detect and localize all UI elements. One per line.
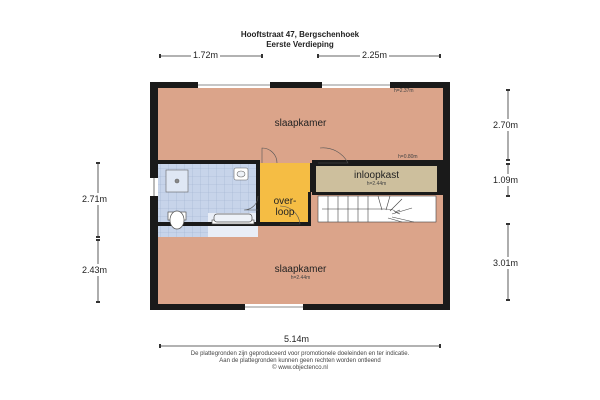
- dim-right-middle: 1.09m: [493, 175, 519, 185]
- room-top-bedroom-height-b: h=0.80m: [398, 154, 418, 160]
- footer-disclaimer-line2: Aan de plattegronden kunnen geen rechten worden ontleend: [219, 358, 381, 364]
- dim-right-top: 2.70m: [493, 120, 519, 130]
- room-top-bedroom-label: slaapkamer: [274, 118, 327, 129]
- shower-fixture: [166, 170, 188, 192]
- footer-copyright: © www.objectenco.nl: [272, 365, 328, 371]
- wall-h-upper-right: [312, 160, 443, 164]
- dim-bottom: 5.14m: [284, 334, 310, 344]
- room-landing-label-line1: over-: [273, 196, 297, 207]
- room-closet-height: h=2.44m: [366, 181, 387, 187]
- bathtub-fixture: [212, 214, 254, 224]
- dim-top-right: 2.25m: [362, 50, 388, 60]
- plan-address: Hooftstraat 47, Bergschenhoek: [240, 30, 360, 39]
- dim-left-top: 2.71m: [82, 194, 108, 204]
- wall-h-upper-left: [158, 160, 258, 164]
- room-bottom-bedroom-label: slaapkamer: [274, 264, 327, 275]
- dim-right-bottom: 3.01m: [493, 258, 519, 268]
- dim-left-bottom: 2.43m: [82, 265, 108, 275]
- sink-fixture: [234, 168, 248, 180]
- staircase: [318, 196, 436, 222]
- wall-h-closet-bottom: [312, 192, 443, 195]
- plan-floor-name: Eerste Verdieping: [266, 40, 334, 49]
- room-landing-label-line2: loop: [275, 207, 295, 218]
- room-bottom-bedroom-height: h=2.44m: [290, 275, 311, 281]
- dim-top-left: 1.72m: [193, 50, 219, 60]
- room-top-bedroom-height-a: h=2.37m: [394, 88, 414, 94]
- wall-v-closet-right: [437, 163, 440, 195]
- room-closet-label: inloopkast: [353, 170, 400, 181]
- footer-disclaimer-line1: De plattegronden zijn geproduceerd voor promotionele doeleinden en ter indicatie.: [190, 351, 410, 357]
